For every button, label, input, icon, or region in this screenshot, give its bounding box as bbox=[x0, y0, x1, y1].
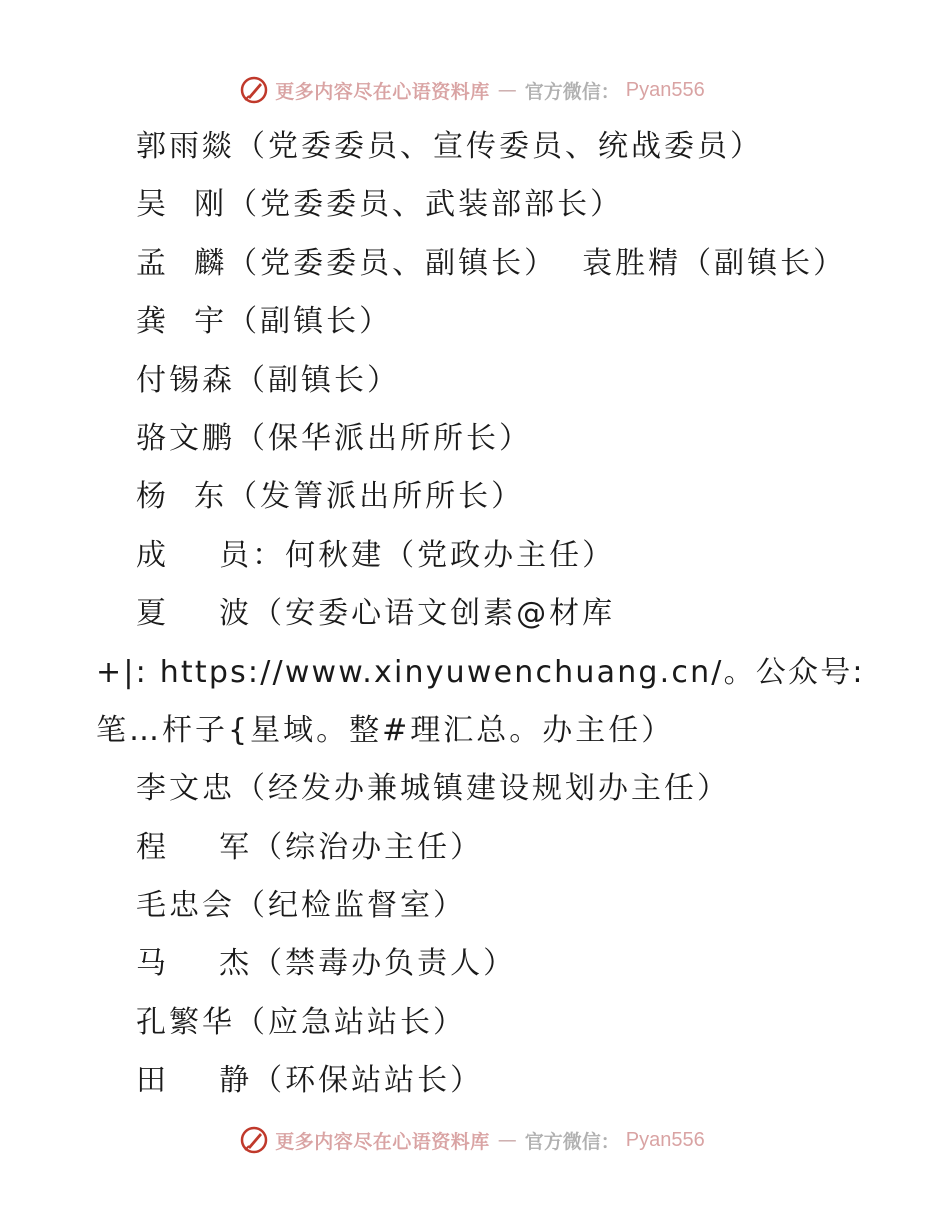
text-line: 田 静（环保站站长） bbox=[136, 1063, 484, 1099]
text-line: 郭雨燚（党委委员、宣传委员、统战委员） bbox=[136, 129, 763, 164]
text-line: 杨 东（发箐派出所所长） bbox=[136, 479, 525, 515]
watermark-banner-bottom bbox=[0, 1120, 950, 1160]
quill-logo-icon bbox=[239, 75, 269, 105]
watermark-wechat-id: Pyan556 bbox=[625, 78, 705, 101]
watermark-wechat-label: 官方微信： bbox=[524, 80, 620, 103]
watermark-wechat-label: 官方微信： bbox=[524, 1130, 620, 1153]
text-line: 成 员：何秋建（党政办主任） bbox=[136, 537, 616, 573]
watermark-separator: — bbox=[497, 1129, 517, 1151]
watermark-text: 更多内容尽在心语资料库 bbox=[275, 80, 490, 103]
watermark-group bbox=[239, 1125, 705, 1155]
text-line: 付锡森（副镇长） bbox=[136, 362, 400, 398]
quill-logo-icon bbox=[239, 1125, 269, 1155]
watermark-group bbox=[239, 75, 705, 105]
document-body bbox=[96, 118, 916, 1111]
text-line: 骆文鹏（保华派出所所长） bbox=[136, 420, 532, 456]
text-line: 马 杰（禁毒办负责人） bbox=[136, 946, 517, 982]
text-line: 李文忠（经发办兼城镇建设规划办主任） bbox=[136, 771, 730, 807]
watermark-wechat-id: Pyan556 bbox=[625, 1128, 705, 1151]
text-line: 孔繁华（应急站站长） bbox=[136, 1004, 466, 1040]
watermark-separator: — bbox=[497, 79, 517, 101]
text-line: 夏 波（安委心语文创素@材库 bbox=[136, 596, 616, 632]
text-line: 毛忠会（纪检监督室） bbox=[136, 888, 466, 924]
text-line: 程 军（综治办主任） bbox=[136, 829, 484, 865]
text-line-url: +|: https://www.xinyuwenchuang.cn/。公众号: bbox=[96, 654, 865, 690]
watermark-text: 更多内容尽在心语资料库 bbox=[275, 1130, 490, 1153]
text-line: 吴 刚（党委委员、武装部部长） bbox=[136, 187, 624, 223]
text-line: 龚 宇（副镇长） bbox=[136, 304, 393, 340]
text-line: 笔…杆子{星域。整#理汇总。办主任） bbox=[96, 712, 675, 748]
watermark-banner-top bbox=[0, 70, 950, 110]
text-line: 孟 麟（党委委员、副镇长） 袁胜精（副镇长） bbox=[136, 245, 847, 281]
